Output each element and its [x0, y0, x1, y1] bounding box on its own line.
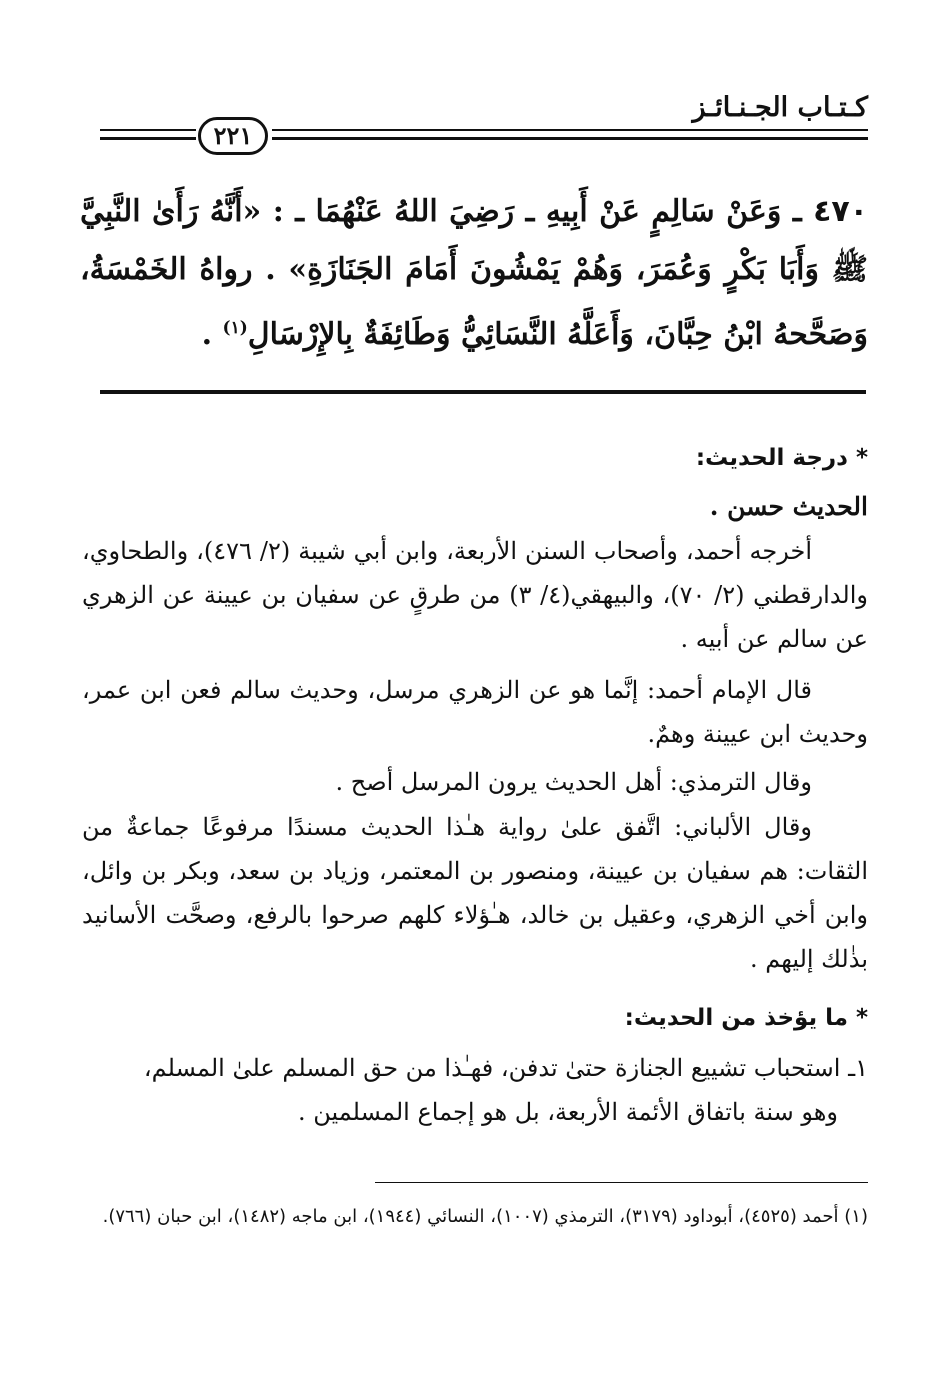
- footnote-rule: [375, 1182, 868, 1183]
- header-rule: [272, 129, 868, 131]
- hadith-end: .: [201, 317, 223, 352]
- benefit-line: وهو سنة باتفاق الأئمة الأربعة، بل هو إجماع المسلمين .: [297, 1098, 838, 1126]
- hadith-text: ـ وَعَنْ سَالِمٍ عَنْ أَبِيهِ ـ رَضِيَ اللهُ عَنْهُمَا ـ : «أَنَّهُ رَأَىٰ النَّبِيَّ ﷺ وَأَبَا بَكْرٍ وَعُمَرَ، وَهُمْ يَمْشُونَ أَمَامَ الجَنَازَةِ» . رواهُ الخَمْسَةُ، وَصَحَّحهُ ابْنُ حِبَّانَ، وَأَعَلَّهُ النَّسَائِيُّ وَطَائِفَةٌ بِالإِرْسَالِ: [80, 194, 868, 352]
- hadith-block: [80, 183, 868, 364]
- footnote: (١) أحمد (٤٥٢٥)، أبوداود (٣١٧٩)، الترمذي (١٠٠٧)، النسائي (١٩٤٤)، ابن ماجه (١٤٨٢)، ابن حبان (٧٦٦).: [102, 1206, 868, 1227]
- benefit-item: [82, 1046, 868, 1134]
- paragraph-takhrij: أخرجه أحمد، وأصحاب السنن الأربعة، وابن أبي شيبة (٢/ ٤٧٦)، والطحاوي، والدارقطني (٢/ ٧٠)، والبيهقي(٤/ ٣) من طرقٍ عن سفيان بن عيينة عن الزهري عن سالم عن أبيه .: [82, 537, 869, 653]
- header-rule: [272, 137, 868, 140]
- paragraph-ahmad: قال الإمام أحمد: إنَّما هو عن الزهري مرسل، وحديث سالم فعن ابن عمر، وحديث ابن عيينة وهمٌ.: [82, 676, 868, 748]
- header-rule: [100, 129, 196, 131]
- hadith-grade: الحديث حسن .: [709, 492, 868, 521]
- section-heading-benefits: * ما يؤخذ من الحديث:: [624, 1005, 868, 1031]
- hadith-number: ٤٧٠: [813, 194, 868, 229]
- paragraph-tirmidhi: وقال الترمذي: أهل الحديث يرون المرسل أصح .: [335, 768, 812, 796]
- running-title: كـتـاب الجـنـائـز: [692, 92, 868, 123]
- footnote-ref: (١): [222, 318, 248, 338]
- benefit-line: ١ـ استحباب تشييع الجنازة حتىٰ تدفن، فهـٰذا من حق المسلم علىٰ المسلم،: [143, 1054, 868, 1082]
- header-rule: [100, 137, 196, 140]
- paragraph-albani: وقال الألباني: اتَّفق علىٰ رواية هـٰذا الحديث مسندًا مرفوعًا جماعةٌ من الثقات: هم سفيان بن عيينة، ومنصور بن المعتمر، وزياد بن سعد، وبكر بن وائل، وابن أخي الزهري، وعقيل بن خالد، هـٰؤلاء كلهم صرحوا بالرفع، وصحَّت الأسانيد بذٰلك إليهم .: [82, 813, 868, 973]
- section-divider: [100, 390, 866, 394]
- section-heading-grade: * درجة الحديث:: [695, 445, 868, 471]
- page-number: ٢٢١: [198, 117, 268, 155]
